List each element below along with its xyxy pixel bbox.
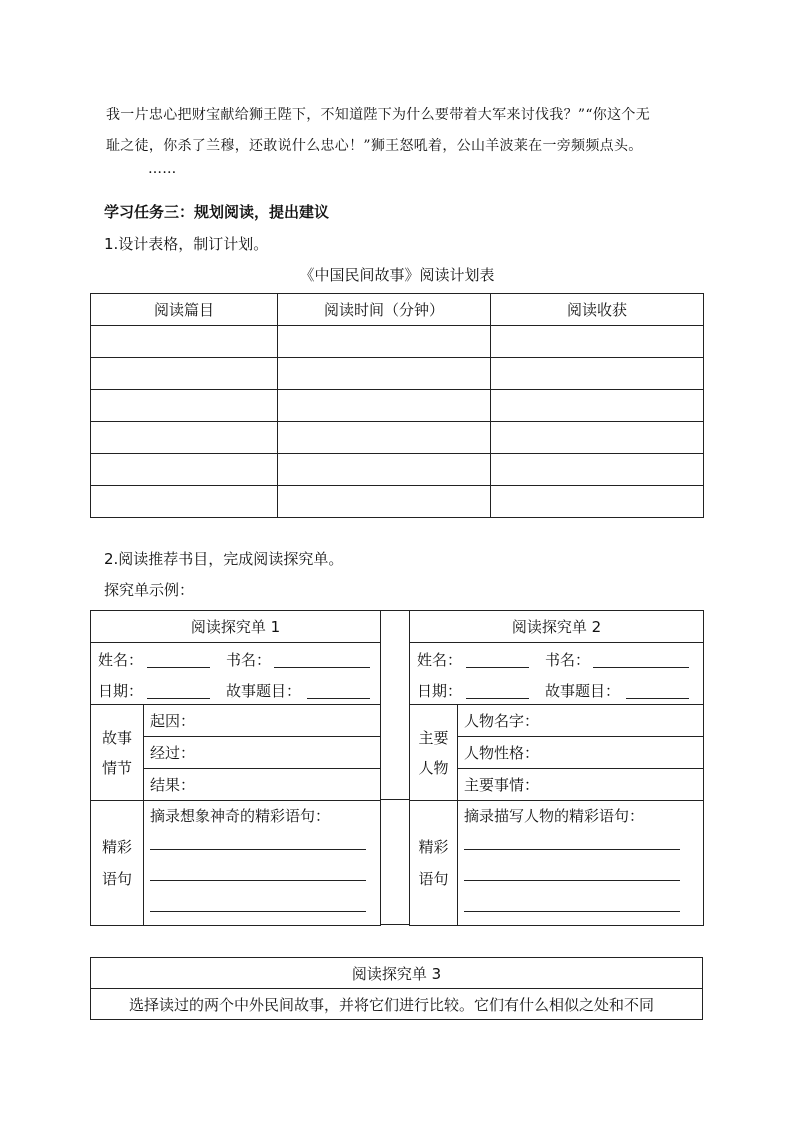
sheet-1-date-field[interactable] <box>147 698 210 699</box>
sheet-1-name-label: 姓名： <box>98 651 144 669</box>
sheet-2-date-label: 日期： <box>417 682 463 700</box>
plan-table-title: 《中国民间故事》阅读计划表 <box>299 266 495 284</box>
sheet-2-quote-line[interactable] <box>464 880 680 881</box>
empty-cell[interactable] <box>491 390 704 422</box>
sheet-2-title: 阅读探究单 2 <box>410 611 704 643</box>
sheet-1-quotes-label <box>91 801 144 926</box>
table-row <box>91 358 704 390</box>
step-1-text: 1.设计表格，制订计划。 <box>104 235 269 253</box>
story-line-2: 耻之徒，你杀了兰穆，还敢说什么忠心！”狮王怒吼着，公山羊波莱在一旁频频点头。 <box>106 138 643 154</box>
sheet-1-title: 阅读探究单 1 <box>91 611 381 643</box>
empty-cell[interactable] <box>278 358 491 390</box>
plan-header-harvest: 阅读收获 <box>491 294 704 326</box>
sheet-2-book-label: 书名： <box>545 651 591 669</box>
quotes-label-bottom: 语句 <box>418 870 449 888</box>
divider <box>380 924 410 925</box>
sheet-2-name-label: 姓名： <box>417 651 463 669</box>
plot-label-top: 故事 <box>101 728 132 747</box>
sheet-1-plot-label <box>91 705 144 801</box>
empty-cell[interactable] <box>91 486 278 518</box>
quotes-label-bottom: 语句 <box>101 870 132 888</box>
sheet-2-book-field[interactable] <box>593 667 689 668</box>
sheet-1-book-field[interactable] <box>274 667 370 668</box>
sheet-2-story-title-field[interactable] <box>626 698 689 699</box>
empty-cell[interactable] <box>278 422 491 454</box>
plan-header-title: 阅读篇目 <box>91 294 278 326</box>
sheet-2-character-personality[interactable]: 人物性格： <box>458 737 704 769</box>
empty-cell[interactable] <box>278 390 491 422</box>
sheet-2-quote-line[interactable] <box>464 849 680 850</box>
sheet-2-character-events[interactable]: 主要事情： <box>458 769 704 801</box>
table-row <box>91 422 704 454</box>
empty-cell[interactable] <box>278 454 491 486</box>
sheet-2-quote-line[interactable] <box>464 911 680 912</box>
sheet-2-quotes-label <box>410 801 458 926</box>
reading-sheet-3 <box>90 957 703 1020</box>
sheet-2-character-label <box>410 705 458 801</box>
step-2-text: 2.阅读推荐书目，完成阅读探究单。 <box>104 550 344 568</box>
table-row <box>91 486 704 518</box>
sheet-1-cause[interactable]: 起因： <box>144 705 381 737</box>
sheet-3-text: 选择读过的两个中外民间故事，并将它们进行比较。它们有什么相似之处和不同 <box>91 989 703 1020</box>
sheet-1-quote-line[interactable] <box>150 911 366 912</box>
empty-cell[interactable] <box>91 422 278 454</box>
sheet-1-quote-line[interactable] <box>150 849 366 850</box>
story-line-1: 我一片忠心把财宝献给狮王陛下，不知道陛下为什么要带着大军来讨伐我？”“你这个无 <box>106 107 651 123</box>
sheet-1-quotes-prompt: 摘录想象神奇的精彩语句： <box>150 807 331 825</box>
empty-cell[interactable] <box>91 390 278 422</box>
sheet-2-name-field[interactable] <box>466 667 529 668</box>
sheet-1-story-title-field[interactable] <box>307 698 370 699</box>
quotes-label-top: 精彩 <box>418 838 449 856</box>
sheet-2-story-title-label: 故事题目： <box>545 682 621 700</box>
empty-cell[interactable] <box>91 358 278 390</box>
quotes-label-top: 精彩 <box>101 838 132 856</box>
empty-cell[interactable] <box>491 454 704 486</box>
table-row <box>91 326 704 358</box>
plot-label-bottom: 情节 <box>101 758 132 777</box>
empty-cell[interactable] <box>278 326 491 358</box>
table-row <box>91 454 704 486</box>
empty-cell[interactable] <box>91 326 278 358</box>
empty-cell[interactable] <box>491 422 704 454</box>
empty-cell[interactable] <box>491 486 704 518</box>
sheet-2-date-field[interactable] <box>466 698 529 699</box>
task-heading: 学习任务三：规划阅读，提出建议 <box>104 203 330 221</box>
empty-cell[interactable] <box>278 486 491 518</box>
story-ellipsis: …… <box>148 161 177 177</box>
empty-cell[interactable] <box>91 454 278 486</box>
table-row <box>91 390 704 422</box>
sheet-2-quotes-prompt: 摘录描写人物的精彩语句： <box>464 807 645 825</box>
plan-header-time: 阅读时间（分钟） <box>278 294 491 326</box>
sheet-2-character-name[interactable]: 人物名字： <box>458 705 704 737</box>
sheet-1-result[interactable]: 结果： <box>144 769 381 801</box>
sheet-3-title: 阅读探究单 3 <box>91 958 703 989</box>
character-label-top: 主要 <box>418 728 449 747</box>
reading-plan-table <box>90 293 704 518</box>
sheet-1-process[interactable]: 经过： <box>144 737 381 769</box>
sheet-1-story-title-label: 故事题目： <box>226 682 302 700</box>
divider <box>380 799 410 800</box>
sheet-1-name-field[interactable] <box>147 667 210 668</box>
empty-cell[interactable] <box>491 326 704 358</box>
example-label: 探究单示例： <box>104 581 195 599</box>
divider <box>380 610 410 611</box>
sheet-1-date-label: 日期： <box>98 682 144 700</box>
reading-sheet-2 <box>409 610 704 926</box>
sheet-1-book-label: 书名： <box>226 651 272 669</box>
reading-sheet-1 <box>90 610 381 926</box>
empty-cell[interactable] <box>491 358 704 390</box>
character-label-bottom: 人物 <box>418 758 449 777</box>
sheet-1-quote-line[interactable] <box>150 880 366 881</box>
